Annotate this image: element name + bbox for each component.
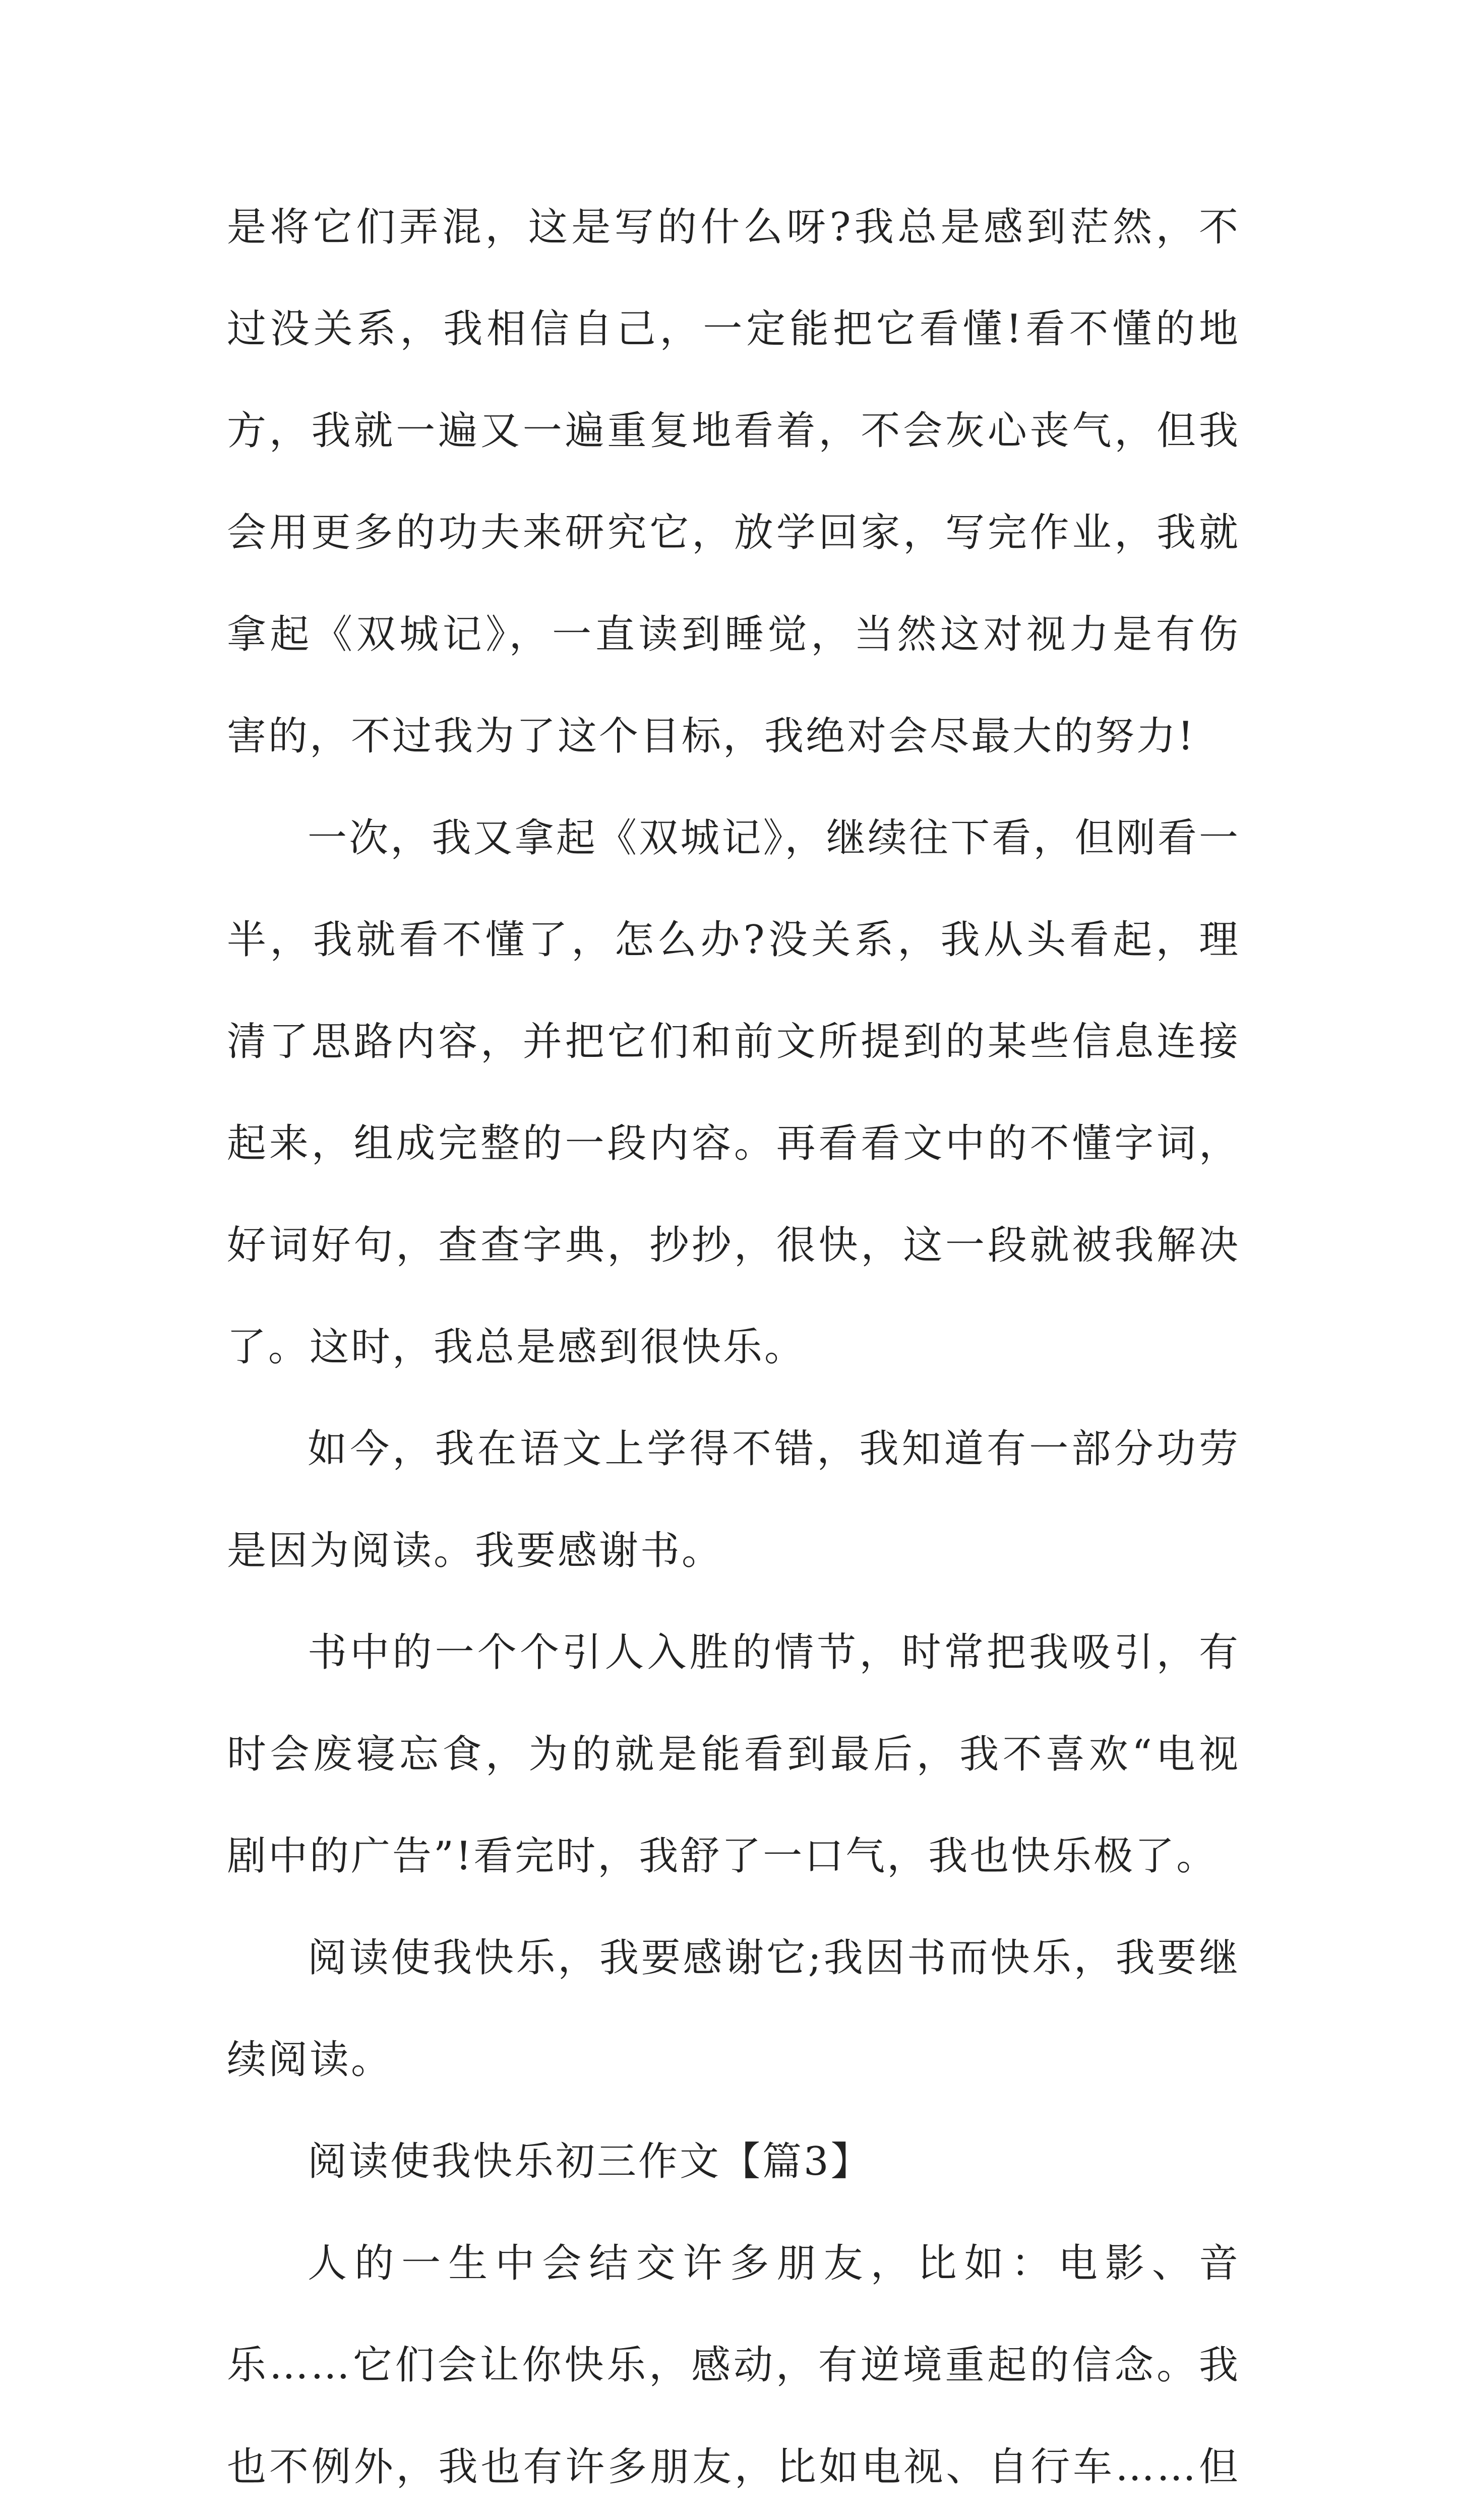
paragraph: 书中的一个个引人入胜的情节，时常把我吸引，有时会废寝忘食，为的就是能看到最后，我不喜欢“电视剧中的广告”!看完时，我舒了一口气，我也快乐极了。 bbox=[227, 1630, 1240, 1879]
paragraph-continued: 是将它们弄混，这是写的什么呀?我总是感到茫然，不过没关系，我相信自己，一定能把它看懂!看不懂的地方，我就一遍又一遍重复地看着，不会灰心丧气，但我会用更多的功夫来研究它，放学回家，写完作业，我就拿起《双城记》，一直读到睡觉，当然这对视力是有伤害的，不过我为了这个目标，我绝对会尽最大的努力! bbox=[227, 205, 1240, 759]
paragraph: 一次，我又拿起《双城记》，继续往下看，但刚看一半，我就看不懂了，怎么办?没关系，我从头看起，理清了思路内容，并把它们和前文所提到的某些信息连接起来，组成完整的一段内容。再看看文中的不懂字词，好词好句，查查字典，抄抄，很快，这一段就被我解决了。这时，我总是感到很快乐。 bbox=[227, 815, 1240, 1370]
article-body bbox=[227, 176, 1240, 2520]
paragraph: 阅读使我快乐，我要感谢它;我因书而快乐，我要继续阅读。 bbox=[227, 1935, 1240, 2083]
paragraph: 如今，我在语文上学得不错，我知道有一部分功劳是因为阅读。我要感谢书。 bbox=[227, 1426, 1240, 1573]
section-heading: 阅读使我快乐初三作文【篇3】 bbox=[308, 2139, 872, 2184]
paragraph: 人的一生中会结交许多朋友，比如：电影、音乐……它们会让你快乐，感动，有逆境重起的信念。我也不例外，我也有许多朋友，比如电视、自行车……但 bbox=[227, 2241, 1240, 2490]
